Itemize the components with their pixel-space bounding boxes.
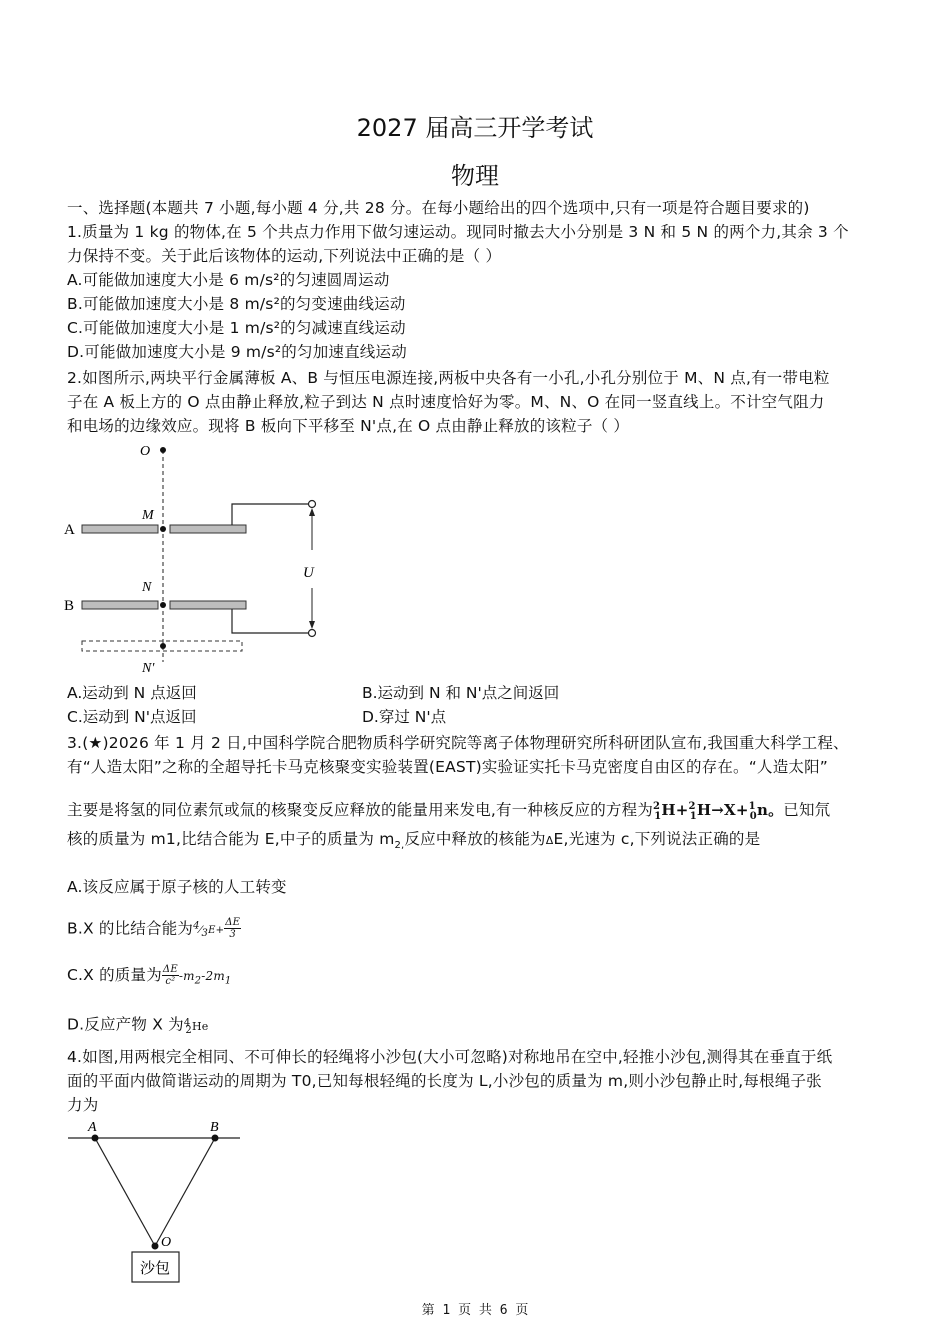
wire-top (232, 504, 310, 525)
point-n (160, 602, 166, 608)
capacitor-figure (60, 440, 340, 680)
label-a: A (64, 522, 75, 538)
q2-stem-line-1: 2.如图所示,两块平行金属薄板 A、B 与恒压电源连接,两板中央各有一小孔,小孔分别位于 M、N 点,有一带电粒 (67, 369, 830, 387)
q1-option-a: A.可能做加速度大小是 6 m/s²的匀速圆周运动 (67, 271, 390, 289)
q3-option-d-text: D.反应产物 X 为 (67, 1015, 184, 1034)
q3-line-2: 有“人造太阳”之称的全超导托卡马克核聚变实验装置(EAST)实验证实托卡马克密度自由区的存在。“人造太阳” (67, 758, 829, 776)
q1-option-d: D.可能做加速度大小是 9 m/s²的匀加速直线运动 (67, 343, 407, 361)
q3-line-4: 核的质量为 m1,比结合能为 E,中子的质量为 $m_{2,}$反应中释放的核能为ΔE,光速为 c,下列说法正确的是 (67, 830, 761, 852)
label-b: B (64, 598, 75, 614)
plate-a-right (170, 525, 246, 533)
sandbag-figure (60, 1115, 260, 1290)
q2-stem-line-3: 和电场的边缘效应。现将 B 板向下平移至 N'点,在 O 点由静止释放的该粒子（ ） (67, 417, 630, 435)
q3-option-c-text: C.X 的质量为 (67, 966, 162, 984)
label-u: U (303, 565, 314, 581)
q3-line-4-a: 核的质量为 m1,比结合能为 E,中子的质量为 m (67, 830, 395, 848)
q2-stem-line-2: 子在 A 板上方的 O 点由静止释放,粒子到达 N 点时速度恰好为零。M、N、O 在同一竖直线上。不计空气阻力 (67, 393, 825, 411)
q4-stem-line-1: 4.如图,用两根完全相同、不可伸长的轻绳将小沙包(大小可忽略)对称地吊在空中,轻推小沙包,测得其在垂直于纸 (67, 1048, 833, 1066)
q2-option-b: B.运动到 N 和 N'点之间返回 (362, 684, 560, 702)
exam-title: 2027 届高三开学考试 (356, 114, 594, 142)
point-b (212, 1135, 219, 1142)
plate-a-left (82, 525, 158, 533)
wire-bottom (232, 609, 310, 633)
point-o (152, 1243, 159, 1250)
q3-line-4-c: E,光速为 c,下列说法正确的是 (553, 830, 761, 848)
q3-line-4-b: 反应中释放的核能为 (404, 830, 546, 848)
rope-b (155, 1138, 215, 1246)
section-heading: 一、选择题(本题共 7 小题,每小题 4 分,共 28 分。在每小题给出的四个选项中,只有一项是符合题目要求的) (67, 199, 810, 217)
fraction-de-3: $\frac{\Delta E}{3}$ (225, 917, 241, 941)
label-o: O (140, 444, 151, 459)
label-a: A (88, 1120, 97, 1135)
q2-option-a: A.运动到 N 点返回 (67, 684, 197, 702)
q1-stem-line-1: 1.质量为 1 kg 的物体,在 5 个共点力作用下做匀速运动。现同时撤去大小分别是 3 N 和 5 N 的两个力,其余 3 个 (67, 223, 849, 241)
q3-option-d: D.反应产物 X 为$^4_2$He (67, 1015, 209, 1036)
plate-b-right (170, 601, 246, 609)
point-m (160, 526, 166, 532)
label-n: N (142, 580, 152, 595)
q3-line-3-text: 主要是将氢的同位素氘或氚的核聚变反应释放的能量用来发电,有一种核反应的方程为 (67, 801, 654, 819)
nuclear-equation: $^2_1$H+$^2_1$H→X+$^1_0$n。 (653, 801, 784, 822)
point-o (160, 447, 166, 453)
q3-line-3 (67, 795, 887, 829)
point-a (92, 1135, 99, 1142)
label-n-prime: N' (142, 661, 155, 676)
page-footer: 第 1 页 共 6 页 (421, 1303, 529, 1318)
q2-option-c: C.运动到 N'点返回 (67, 708, 197, 726)
subject-title: 物理 (451, 162, 499, 190)
q3-option-a: A.该反应属于原子核的人工转变 (67, 878, 287, 896)
q3-option-c: C.X 的质量为 $\frac{\Delta E}{\text{c²}}$ $-m_2-2m_1$ (67, 964, 232, 987)
label-b: B (210, 1120, 219, 1135)
fraction-de-c2: $\frac{\Delta E}{\text{c²}}$ (162, 964, 178, 987)
label-o: O (161, 1235, 172, 1250)
q1-option-c: C.可能做加速度大小是 1 m/s²的匀减速直线运动 (67, 319, 406, 337)
q2-option-d: D.穿过 N'点 (362, 708, 447, 726)
terminal-top (309, 501, 316, 508)
q4-stem-line-2: 面的平面内做简谐运动的周期为 T0,已知每根轻绳的长度为 L,小沙包的质量为 m,则小沙包静止时,每根绳子张 (67, 1072, 822, 1090)
q3-option-b: B.X 的比结合能为$^4⁄_3E+$ $\frac{\Delta E}{3}$ (67, 917, 241, 941)
point-n-prime (160, 643, 166, 649)
q1-stem-line-2: 力保持不变。关于此后该物体的运动,下列说法中正确的是（ ） (67, 247, 502, 265)
sandbag-label: 沙包 (140, 1261, 171, 1277)
plate-b-left (82, 601, 158, 609)
q4-stem-line-3: 力为 (67, 1096, 99, 1114)
q3-option-b-text: B.X 的比结合能为 (67, 919, 194, 938)
q1-option-b: B.可能做加速度大小是 8 m/s²的匀变速曲线运动 (67, 295, 406, 313)
q3-line-3-end: 已知氘 (783, 801, 831, 819)
rope-a (95, 1138, 155, 1246)
label-m: M (142, 508, 154, 523)
q3-line-1: 3.(★)2026 年 1 月 2 日,中国科学院合肥物质科学研究院等离子体物理研究所科研团队宣布,我国重大科学工程、 (67, 734, 849, 752)
terminal-bottom (309, 630, 316, 637)
